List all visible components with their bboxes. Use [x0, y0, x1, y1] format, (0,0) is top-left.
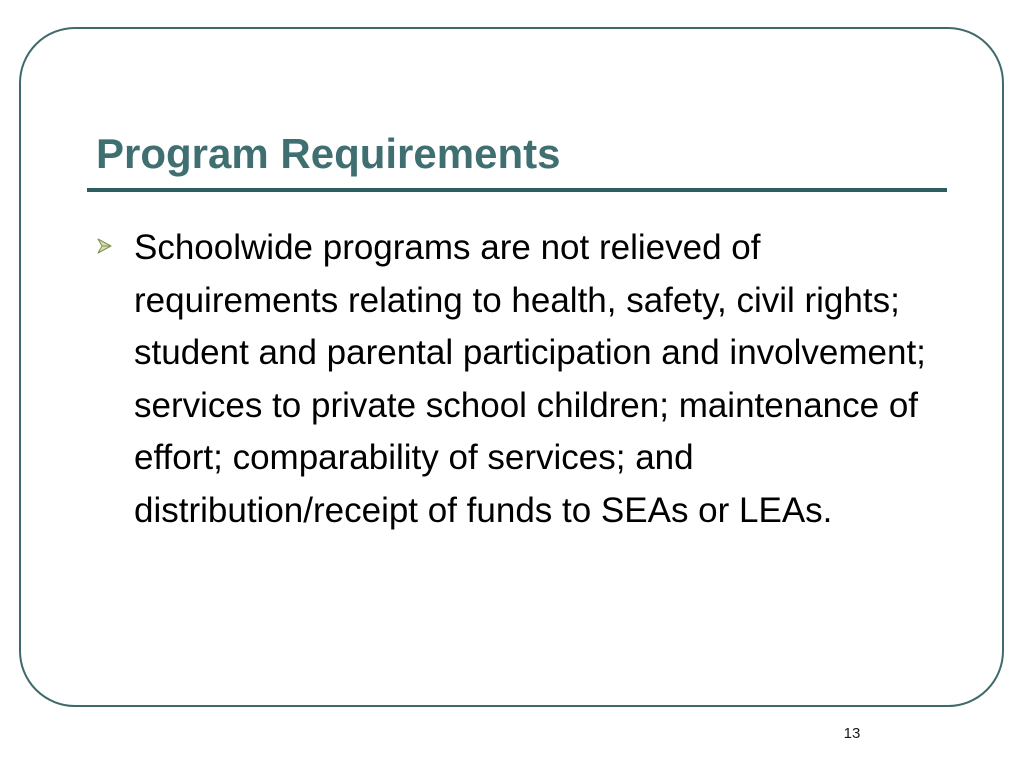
title-underline: [87, 188, 947, 192]
slide-title: Program Requirements: [96, 130, 561, 177]
bullet-list: [96, 222, 946, 537]
bullet-text: Schoolwide programs are not relieved of requirements relating to health, safety, civil rights; student and parental participation and involvement; services to private school children; maintenance of effort; comparability of services; and distribution/receipt of funds to SEAs or LEAs.: [134, 228, 926, 530]
bullet-item: [96, 222, 946, 537]
arrow-bullet-icon: [96, 238, 112, 254]
slide-number: 13: [843, 725, 861, 742]
